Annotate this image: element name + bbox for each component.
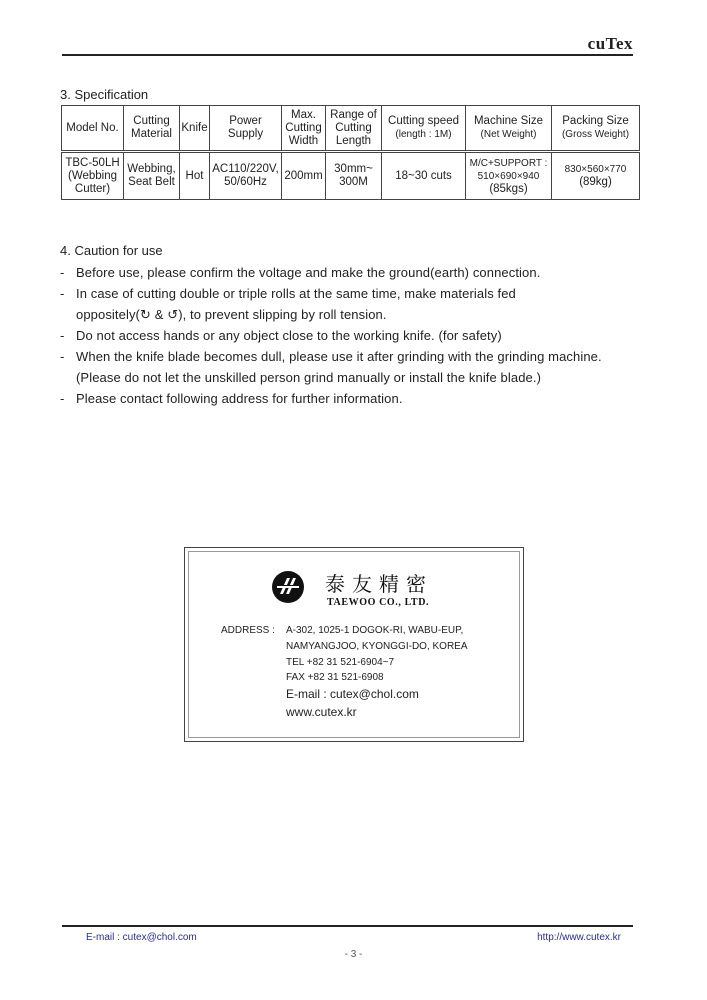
specification-table <box>61 105 640 200</box>
cell-material: Webbing, Seat Belt <box>124 152 180 200</box>
cell-model: TBC-50LH (Webbing Cutter) <box>62 152 124 200</box>
list-item-continuation: oppositely(↻ & ↺), to prevent slipping by roll tension. <box>76 307 387 322</box>
card-website[interactable]: www.cutex.kr <box>286 705 357 719</box>
cell-length-range: 30mm~ 300M <box>326 152 382 200</box>
table-row <box>62 152 640 200</box>
footer-email-link[interactable]: E-mail : cutex@chol.com <box>86 932 197 943</box>
header-rule <box>62 54 633 56</box>
header-cutting-material: Cutting Material <box>124 106 180 152</box>
header-cutting-speed: Cutting speed (length : 1M) <box>382 106 466 152</box>
header-knife: Knife <box>180 106 210 152</box>
header-model-no: Model No. <box>62 106 124 152</box>
list-item: - In case of cutting double or triple rolls at the same time, make materials fed <box>60 286 516 301</box>
address-line-2: NAMYANGJOO, KYONGGI-DO, KOREA <box>286 641 468 652</box>
cell-power: AC110/220V, 50/60Hz <box>210 152 282 200</box>
cell-knife: Hot <box>180 152 210 200</box>
brand-logo-text: cuTex <box>587 34 633 53</box>
address-line-1: A-302, 1025-1 DOGOK-RI, WABU-EUP, <box>286 625 464 636</box>
page-number: - 3 - <box>344 949 363 960</box>
caution-list <box>60 262 660 409</box>
header-packing-size: Packing Size (Gross Weight) <box>552 106 640 152</box>
list-item-continuation: (Please do not let the unskilled person grind manually or install the knife blade.) <box>76 370 542 385</box>
list-item: - When the knife blade becomes dull, please use it after grinding with the grinding machine. <box>60 349 602 364</box>
footer-rule <box>62 925 633 927</box>
card-email[interactable]: E-mail : cutex@chol.com <box>286 687 419 701</box>
address-label: ADDRESS : <box>221 625 275 636</box>
telephone: TEL +82 31 521-6904~7 <box>286 657 395 668</box>
caution-heading: 4. Caution for use <box>60 243 163 258</box>
cell-machine-size: M/C+SUPPORT : 510×690×940 (85kgs) <box>466 152 552 200</box>
list-item: - Before use, please confirm the voltage and make the ground(earth) connection. <box>60 265 541 280</box>
business-card <box>184 547 524 742</box>
fax: FAX +82 31 521-6908 <box>286 672 384 683</box>
list-item: - Please contact following address for further information. <box>60 391 403 406</box>
header-machine-size: Machine Size (Net Weight) <box>466 106 552 152</box>
header-max-cutting-width: Max. Cutting Width <box>282 106 326 152</box>
footer-website-link[interactable]: http://www.cutex.kr <box>537 932 621 943</box>
roll-direction-clockwise-icon: ↻ <box>139 307 151 322</box>
table-header-row <box>62 106 640 152</box>
header-power-supply: Power Supply <box>210 106 282 152</box>
company-name-chinese: 泰友精密 <box>325 572 433 596</box>
taewoo-logo-icon <box>271 570 305 604</box>
cell-packing-size: 830×560×770 (89kg) <box>552 152 640 200</box>
roll-direction-counterclockwise-icon: ↺ <box>167 307 179 322</box>
company-name-english: TAEWOO CO., LTD. <box>327 597 430 608</box>
header-range-of-cutting-length: Range of Cutting Length <box>326 106 382 152</box>
specification-heading: 3. Specification <box>60 87 149 102</box>
cell-speed: 18~30 cuts <box>382 152 466 200</box>
cell-width: 200mm <box>282 152 326 200</box>
list-item: - Do not access hands or any object close to the working knife. (for safety) <box>60 328 502 343</box>
